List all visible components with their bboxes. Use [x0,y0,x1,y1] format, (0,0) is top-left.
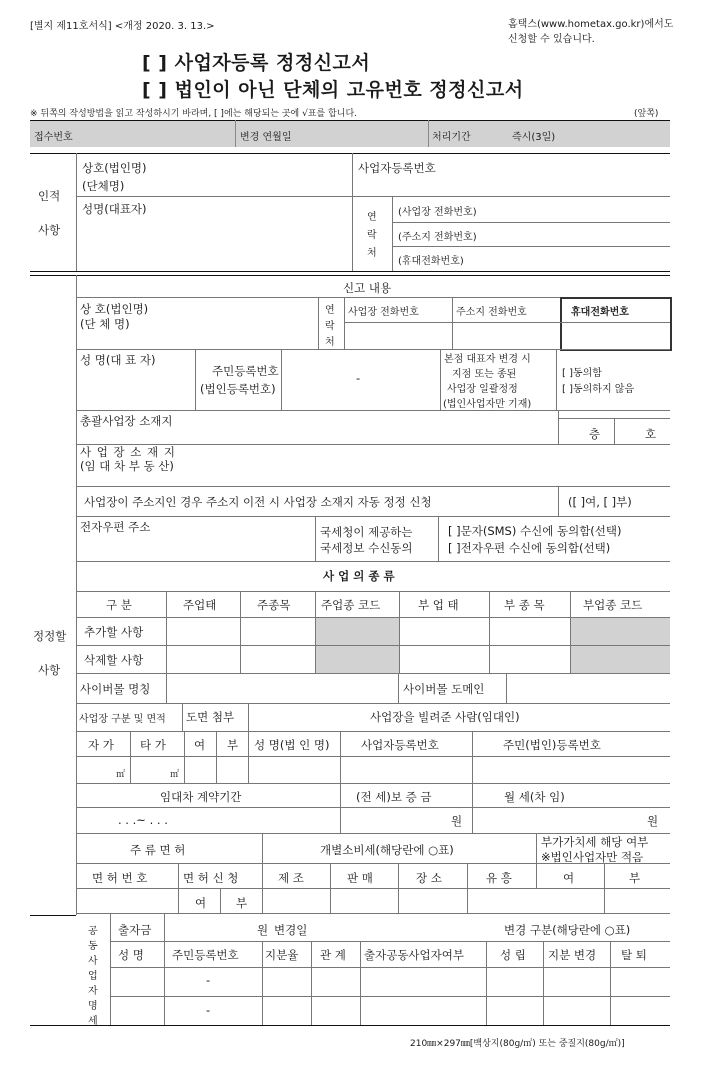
excise-tax-label: 개별소비세(해당란에 ○표) [320,843,454,857]
email-label: 전자우편 주소 [80,520,151,534]
bt-header-kind: 구 분 [106,598,132,612]
bt-header-sub-type: 부 업 태 [418,598,459,612]
nts-info-1: 국세청이 제공하는 [320,525,413,539]
paper-spec: 210㎜×297㎜[백상지(80g/㎡) 또는 중질지(80g/㎡)] [410,1039,625,1049]
corr-name-rep-label: 성 명(대 표 자) [80,353,156,367]
phone-home-field[interactable]: (주소지 전화번호) [398,232,477,243]
form-title-2: [ ] 법인이 아닌 단체의 고유번호 정정신고서 [142,79,524,101]
group-name-label: (단체명) [82,179,125,193]
corr-group-name-label: (단 체 명) [80,317,130,331]
corr-trade-name-label: 상 호(법인명) [80,302,149,316]
resident-no-dash: - [356,371,361,385]
contact-char-2: 락 [367,230,377,241]
own-sqm-unit: ㎡ [116,770,126,780]
corr-phone-home: 주소지 전화번호 [456,307,527,318]
process-immediate: 즉시(3일) [512,132,556,143]
partner-withdraw-header: 탈 퇴 [621,948,647,962]
partner-char-3: 사 [88,956,98,967]
contact-char-3: 처 [367,248,377,259]
personal-section-label-1: 인적 [38,189,61,203]
drawing-yes[interactable]: 여 [194,738,206,752]
auto-correct-choice[interactable]: ([ ]여, [ ]부) [568,495,632,509]
partner-share-header: 지분율 [265,948,299,962]
drawing-attach-label: 도면 첨부 [186,710,235,724]
partner-char-6: 명 [88,1001,98,1012]
landlord-label: 사업장을 빌려준 사람(임대인) [370,710,520,724]
partner-name-header: 성 명 [118,948,144,962]
deposit-won: 원 [451,814,463,828]
phone-biz-field[interactable]: (사업장 전화번호) [398,207,477,218]
form-title-1: [ ] 사업자등록 정정신고서 [142,52,371,74]
receipt-row [30,120,670,147]
liquor-license-label: 주 류 면 허 [130,843,186,857]
bt-row-delete: 삭제할 사항 [84,653,144,667]
auto-correct-label: 사업장이 주소지인 경우 주소지 이전 시 사업장 소재지 자동 정정 신청 [84,495,432,509]
biz-location-label: 사 업 장 소 재 지 [80,445,176,459]
agree-checkbox[interactable]: [ ]동의함 [562,368,602,379]
drawing-no[interactable]: 부 [227,738,239,752]
cyber-domain-label: 사이버몰 도메인 [403,682,485,696]
disagree-checkbox[interactable]: [ ]동의하지 않음 [562,384,635,395]
license-number-header: 면 허 번 호 [92,871,148,885]
nts-info-2: 국세정보 수신동의 [320,541,413,555]
lease-period-label: 임대차 계약기간 [160,790,242,804]
change-date-label: 변경 연월일 [240,132,292,143]
bt-row-add: 추가할 사항 [84,625,144,639]
corr-contact-char-3: 처 [325,337,335,348]
excise-sale-header: 판 매 [347,871,373,885]
rented-premises: 타 가 [140,738,166,752]
hometax-notice-2: 신청할 수 있습니다. [508,34,595,45]
partner-establish-header: 성 립 [500,948,526,962]
trade-name-label: 상호(법인명) [82,161,147,175]
deposit-label: (전 세)보 증 금 [356,790,432,804]
resident-no-label: 주민등록번호 [212,364,279,378]
partner-relation-header: 관 계 [320,948,346,962]
bt-header-sub-item: 부 종 목 [504,598,545,612]
license-app-no[interactable]: 부 [236,896,248,910]
partner-resno-dash-1: - [206,973,211,987]
license-app-yes[interactable]: 여 [195,896,207,910]
excise-manufacture-header: 제 조 [278,871,304,885]
rent-won: 원 [647,814,659,828]
landlord-resno-label: 주민(법인)등록번호 [503,738,601,752]
vat-applicable-label: 부가가치세 해당 여부 [541,835,649,849]
partner-char-5: 자 [88,986,98,997]
branch-text-4: (법인사업자만 기재) [443,399,532,410]
partner-char-7: 세 [88,1016,98,1027]
corr-phone-mobile: 휴대전화번호 [571,307,629,318]
bt-header-main-item: 주종목 [257,598,291,612]
instruction: ※ 뒤쪽의 작성방법을 읽고 작성하시기 바라며, [ ]에는 해당되는 곳에 √표를 합니다. [30,109,358,119]
partner-change-type-label: 변경 구분(해당란에 ○표) [504,923,631,937]
license-application-header: 면 허 신 청 [183,871,239,885]
excise-entertainment-header: 유 흥 [486,871,512,885]
hq-location-label: 총괄사업장 소재지 [80,414,173,428]
floor-unit: 층 [589,427,601,441]
investment-won: 원 [257,923,269,937]
bt-header-main-type: 주업태 [183,598,217,612]
landlord-bizno-label: 사업자등록번호 [361,738,439,752]
contact-char-1: 연 [367,212,377,223]
branch-text-2: 지점 또는 종된 [452,369,517,380]
biz-reg-no-label: 사업자등록번호 [358,161,436,175]
excise-place-header: 장 소 [416,871,442,885]
correction-section-label-1: 정정할 [33,629,67,643]
partner-resno-dash-2: - [206,1003,211,1017]
room-unit: 호 [645,427,657,441]
personal-section-label-2: 사항 [38,223,61,237]
branch-text-3: 사업장 일괄정정 [447,384,518,395]
vat-corp-note: ※법인사업자만 적음 [541,850,644,864]
partner-char-4: 업 [88,971,98,982]
sms-agree-checkbox[interactable]: [ ]문자(SMS) 수신에 동의함(선택) [448,524,622,538]
lease-period-field[interactable]: . . .~ . . . [118,813,168,827]
process-period: 처리기간 [432,132,471,143]
email-agree-checkbox[interactable]: [ ]전자우편 수신에 동의함(선택) [448,541,611,555]
cyber-name-label: 사이버몰 명칭 [80,682,151,696]
corp-reg-no-label: (법인등록번호) [200,382,276,396]
form-number: [별지 제11호서식] <개정 2020. 3. 13.> [30,21,215,32]
monthly-rent-label: 월 세(차 임) [504,790,565,804]
branch-text-1: 본점 대표자 변경 시 [444,354,531,365]
landlord-name-label: 성 명(법 인 명) [254,738,330,752]
partner-char-1: 공 [88,926,98,937]
bt-header-sub-code: 부업종 코드 [583,598,643,612]
own-premises: 자 가 [88,738,114,752]
rented-sqm-unit: ㎡ [170,770,180,780]
partner-investor-header: 출자공동사업자여부 [364,948,464,962]
correction-section-label-2: 사항 [38,663,61,677]
lease-property-label: (임 대 차 부 동 산) [80,459,174,473]
partner-resno-header: 주민등록번호 [172,948,239,962]
report-content-title: 신고 내용 [343,281,392,295]
hometax-notice-1: 홈택스(www.hometax.go.kr)에서도 [508,19,674,30]
corr-phone-biz: 사업장 전화번호 [348,307,419,318]
investment-label: 출자금 [118,923,152,937]
front-side: (앞쪽) [634,109,659,119]
premises-area-label: 사업장 구분 및 면적 [79,714,166,725]
corr-contact-char-2: 락 [325,321,335,332]
receipt-number: 접수번호 [34,132,73,143]
name-rep-label: 성명(대표자) [82,202,147,216]
vat-yes-header: 여 [563,871,575,885]
business-type-title: 사 업 의 종 류 [323,569,395,583]
partner-share-change-header: 지분 변경 [548,948,597,962]
partner-char-2: 동 [88,941,98,952]
bt-header-main-code: 주업종 코드 [321,598,381,612]
corr-contact-char-1: 연 [325,305,335,316]
phone-mobile-field[interactable]: (휴대전화번호) [398,256,464,267]
partner-change-date-label: 변경일 [274,923,308,937]
vat-no-header: 부 [629,871,641,885]
